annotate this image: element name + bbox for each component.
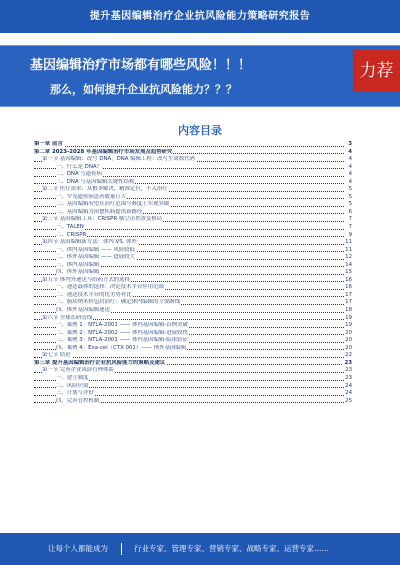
toc-entry[interactable]: [34, 216, 352, 224]
toc-page-number: 20: [345, 337, 352, 344]
toc-entry[interactable]: [34, 224, 352, 232]
toc-entry-title: 二、风险识别: [56, 382, 89, 389]
toc-entry-title: 第一节 完善企业风险管理体系: [42, 367, 114, 374]
toc-entry-title: 一、TALEN: [56, 224, 84, 231]
footer-roles: 行业专家、管理专家、营销专家、战略专家、运营专家……: [134, 544, 329, 553]
toc-entry-title: 二、基因编辑有望在治疗范围与难度上实现突破: [56, 201, 170, 208]
toc-entry[interactable]: [34, 322, 352, 330]
toc-entry-title: 二、CRISPR: [56, 231, 87, 238]
toc-entry-title: 一、体内基因编辑 —— 风险较低: [56, 246, 135, 253]
toc-page-number: 4: [348, 178, 352, 185]
toc-entry-title: 二、体外基因编辑 —— 进展较大: [56, 254, 135, 261]
toc-page-number: 7: [348, 216, 352, 223]
toc-entry[interactable]: [34, 201, 352, 209]
toc-entry[interactable]: [34, 330, 352, 338]
footer-slogan: 让每个人都能成为: [48, 544, 108, 553]
toc-entry-title: 第三节 基因编辑工具：CRISPR 横空出世改变格局: [42, 216, 162, 223]
toc-entry-title: 第七节 结论: [42, 352, 71, 359]
toc-page-number: 11: [345, 246, 352, 253]
toc-page-number: 18: [345, 307, 352, 314]
toc-entry[interactable]: [34, 164, 352, 172]
toc-page-number: 3: [348, 141, 352, 147]
toc-entry-title: 第六节 全球在研管线: [42, 314, 93, 321]
toc-page-number: 5: [348, 201, 352, 208]
toc-page-number: 16: [345, 284, 352, 291]
toc-page-number: 23: [345, 374, 352, 381]
toc-entry[interactable]: [34, 179, 352, 187]
toc-page-number: 12: [345, 254, 352, 261]
toc-entry-title: 四、体外基因编辑: [56, 269, 100, 276]
toc-page-number: 17: [345, 291, 352, 298]
toc-entry-title: 第三章 提升基因编辑治疗企业抗风险能力的策略及建议: [34, 359, 166, 366]
toc-page-number: 4: [348, 163, 352, 170]
toc-entry[interactable]: [34, 367, 352, 375]
toc-entry-title: 一、递送载体的选择：决定技术平台应用范围: [56, 284, 164, 291]
toc-page-number: 23: [344, 359, 352, 366]
toc-entry[interactable]: [34, 254, 352, 262]
toc-entry[interactable]: [34, 360, 352, 368]
toc-page-number: 15: [345, 269, 352, 276]
toc-entry[interactable]: [34, 209, 352, 217]
toc-page-number: 20: [345, 344, 352, 351]
toc-entry[interactable]: [34, 315, 352, 323]
toc-page-number: 11: [345, 239, 352, 246]
banner-headline: 基因编辑治疗市场都有哪些风险！！！: [30, 58, 252, 73]
toc-entry[interactable]: [34, 186, 352, 194]
toc-page-number: 9: [348, 231, 352, 238]
toc-page-number: 16: [345, 276, 352, 283]
toc-entry[interactable]: [34, 307, 352, 315]
toc-entry[interactable]: [34, 337, 352, 345]
toc-entry-title: 第四节 基因编辑新方法：体内 VS. 体外: [42, 239, 137, 246]
toc-page-number: 5: [348, 193, 352, 200]
toc-entry[interactable]: [34, 247, 352, 255]
toc-entry[interactable]: [34, 232, 352, 240]
toc-page-number: 4: [348, 171, 352, 178]
toc-entry[interactable]: [34, 284, 352, 292]
toc-entry[interactable]: [34, 141, 352, 149]
recommend-badge: 力荐: [353, 50, 400, 92]
toc-entry-title: 二、DNA 与遗传病: [56, 171, 102, 178]
toc-entry[interactable]: [34, 239, 352, 247]
toc-entry[interactable]: [34, 156, 352, 164]
toc-entry-title: 二、案例 2：NTLA-2002 —— 体内基因编辑-进展较快: [56, 329, 188, 336]
toc-entry-title: 二、递送技术平台的优劣势对比: [56, 291, 132, 298]
toc-page-number: 25: [345, 397, 352, 404]
table-of-contents: [34, 141, 352, 405]
toc-page-number: 24: [345, 390, 352, 397]
toc-dot-leader: [34, 146, 344, 147]
toc-entry-title: 四、完善管控机制: [56, 397, 100, 404]
toc-page-number: 14: [345, 261, 352, 268]
report-header: [0, 0, 400, 33]
toc-entry-title: 四、体外基因编辑递送: [56, 307, 110, 314]
toc-page-number: 4: [348, 156, 352, 163]
toc-entry[interactable]: [34, 352, 352, 360]
toc-entry[interactable]: [34, 262, 352, 270]
report-title: 提升基因编辑治疗企业抗风险能力策略研究报告: [89, 11, 311, 22]
promo-banner: [0, 45, 400, 107]
toc-entry-title: 第五节 体内外递送与给药方式的选择: [42, 276, 130, 283]
toc-page-number: 19: [345, 314, 352, 321]
toc-page-number: 19: [345, 322, 352, 329]
toc-entry-title: 三、基因编辑为治愈疾病提供新路径: [56, 208, 143, 215]
footer-divider: [121, 543, 122, 555]
toc-page-number: 24: [345, 382, 352, 389]
toc-entry-title: 一、案例 1：NTLA-2001 —— 体内基因编辑-首例突破: [56, 322, 188, 329]
toc-entry[interactable]: [34, 292, 352, 300]
footer-bar: [0, 533, 400, 565]
toc-page-number: 4: [348, 148, 352, 155]
toc-entry-title: 三、脂质纳米粒包封治疗：确定体内编辑的主要路线: [56, 299, 180, 306]
banner-subheadline: 那么，如何提升企业抗风险能力？？？: [50, 83, 237, 96]
toc-page-number: 23: [345, 367, 352, 374]
toc-entry[interactable]: [34, 345, 352, 353]
toc-page-number: 17: [345, 299, 352, 306]
toc-page-number: 6: [348, 208, 352, 215]
toc-entry-title: 三、体内基因编辑: [56, 261, 100, 268]
toc-entry[interactable]: [34, 383, 352, 391]
toc-entry-title: 一、罕见遗传病患者数量巨大: [56, 193, 127, 200]
toc-page-number: 7: [348, 224, 352, 231]
toc-entry-title: 第二节 医疗需求：从根本解决，精准定位，不入治疗: [42, 186, 168, 193]
toc-entry-title: 第一章 前言: [34, 141, 63, 147]
toc-entry[interactable]: [34, 398, 352, 406]
toc-entry-title: 第一节 基因编辑：改写 DNA，DNA 编辑工程：改写生命源代码: [42, 156, 195, 163]
toc-entry-title: 四、案例 4：Exa-cel（CTX 001）—— 体外基因编辑: [56, 344, 187, 351]
toc-entry-title: 一、建立制度: [56, 374, 89, 381]
toc-entry-title: 一、什么是 DNA？: [56, 163, 102, 170]
toc-entry[interactable]: [34, 149, 352, 157]
toc-entry[interactable]: [34, 375, 352, 383]
toc-entry[interactable]: [34, 171, 352, 179]
toc-page-number: 5: [348, 186, 352, 193]
toc-entry[interactable]: [34, 277, 352, 285]
toc-heading: 内容目录: [178, 124, 222, 137]
toc-entry[interactable]: [34, 390, 352, 398]
toc-page-number: 22: [345, 352, 352, 359]
toc-entry[interactable]: [34, 194, 352, 202]
toc-entry[interactable]: [34, 299, 352, 307]
toc-entry-title: 三、案例 3：NTLA-2001 —— 体内基因编辑-临床验证: [56, 337, 188, 344]
toc-page-number: 20: [345, 329, 352, 336]
toc-entry-title: 三、DNA 与基因编辑关键性结构: [56, 178, 135, 185]
toc-entry-title: 三、计划与评价: [56, 390, 94, 397]
toc-entry[interactable]: [34, 269, 352, 277]
toc-dot-leader: [34, 357, 344, 358]
toc-entry-title: 第二章 2023-2028 年基因编辑治疗市场发展及趋势研究: [34, 148, 173, 155]
